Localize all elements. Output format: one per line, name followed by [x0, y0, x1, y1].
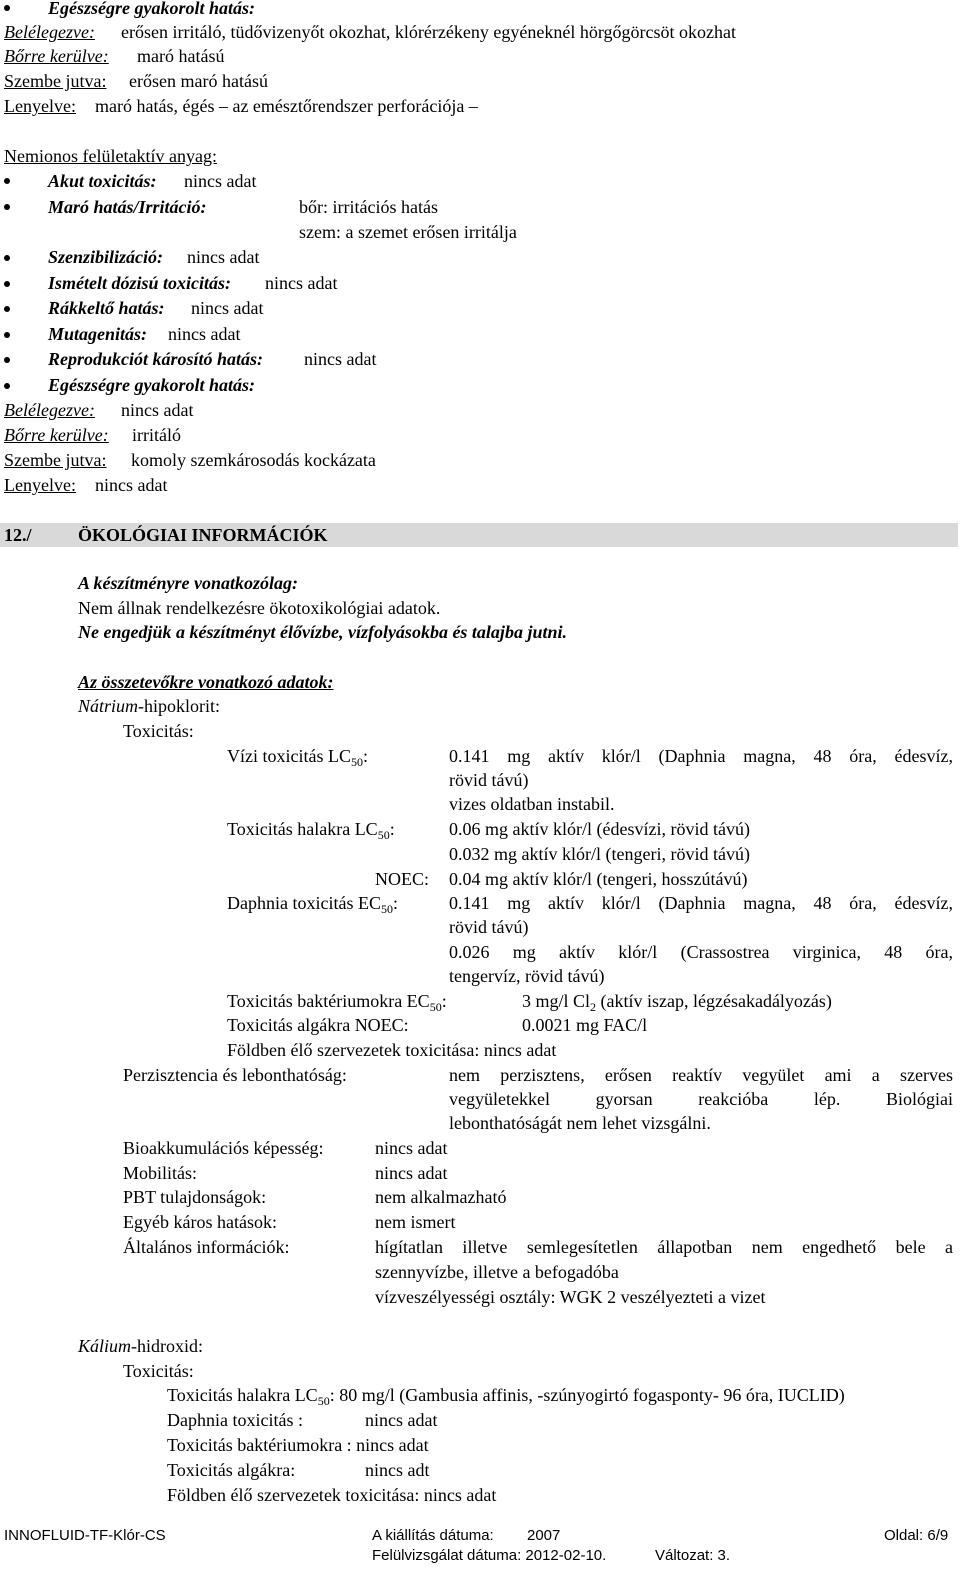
- water-tox-value-2: rövid távú): [449, 770, 529, 790]
- koh-algae-label: Toxicitás algákra:: [167, 1460, 296, 1480]
- koh-daphnia-label: Daphnia toxicitás :: [167, 1410, 303, 1430]
- koh-fish-tox: [167, 1384, 845, 1408]
- soil-tox-line: Földben élő szervezetek toxicitása: nincs adat: [227, 1040, 557, 1060]
- pbt-label: PBT tulajdonságok:: [123, 1187, 267, 1207]
- corrosive-skin: bőr: irritációs hatás: [299, 197, 438, 217]
- repro-value: nincs adat: [304, 349, 377, 369]
- repeat-label: Ismételt dózisú toxicitás:: [48, 273, 232, 293]
- corrosive-eye: szem: a szemet erősen irritálja: [299, 222, 517, 242]
- bact-tox-label: [227, 990, 447, 1014]
- bullet: [4, 383, 10, 389]
- naocl-name-italic: Nátrium: [78, 696, 139, 716]
- footer-product: INNOFLUID-TF-Klór-CS: [4, 1527, 166, 1544]
- other-effects-value: nem ismert: [375, 1212, 456, 1232]
- persist-value-3: lebonthatóságát nem lehet vizsgálni.: [449, 1113, 711, 1133]
- repro-label: Reprodukciót károsító hatás:: [48, 349, 264, 369]
- general-info-value-2: szennyvízbe, illetve a befogadóba: [375, 1262, 619, 1282]
- repeat-value: nincs adat: [265, 273, 338, 293]
- section-title: ÖKOLÓGIAI INFORMÁCIÓK: [78, 525, 328, 545]
- inhaled-value-2: nincs adat: [121, 400, 194, 420]
- general-info-value-1: hígítatlan illetve semlegesítetlen állapotban nem engedhető bele a: [375, 1237, 953, 1257]
- sens-value: nincs adat: [187, 247, 260, 267]
- bullet: [4, 178, 10, 184]
- product-line-2: Ne engedjük a készítményt élővízbe, vízfolyásokba és talajba jutni.: [78, 622, 567, 642]
- bullet: [4, 332, 10, 338]
- bact-tox-value-sub: 2: [590, 1000, 597, 1014]
- skin-value-2: irritáló: [132, 425, 181, 445]
- bact-tox-colon: :: [441, 991, 447, 1011]
- bullet: [4, 281, 10, 287]
- daphnia-tox-colon: :: [392, 893, 398, 913]
- koh-bact-line: Toxicitás baktériumokra : nincs adat: [167, 1435, 429, 1455]
- water-tox-sub: 50: [350, 755, 363, 769]
- footer-issue-value: 2007: [527, 1527, 561, 1544]
- bact-tox-value-post: (aktív iszap, légzésakadályozás): [596, 991, 832, 1011]
- bioacc-label: Bioakkumulációs képesség:: [123, 1138, 324, 1158]
- swallow-label: Lenyelve:: [4, 96, 76, 116]
- algae-tox-label: Toxicitás algákra NOEC:: [227, 1015, 409, 1035]
- eye-label-2: Szembe jutva:: [4, 450, 107, 470]
- acute-label: Akut toxicitás:: [48, 171, 157, 191]
- footer-review: Felülvizsgálat dátuma: 2012-02-10.: [372, 1547, 607, 1564]
- daphnia-tox-value-4: tengervíz, rövid távú): [449, 966, 605, 986]
- bioacc-value: nincs adat: [375, 1138, 448, 1158]
- bullet: [4, 357, 10, 363]
- daphnia-tox-value-3: 0.026 mg aktív klór/l (Crassostrea virginica, 48 óra,: [449, 942, 953, 962]
- inhaled-label: Belélegezve:: [4, 22, 95, 42]
- bact-tox-label-text: Toxicitás baktériumokra EC: [227, 991, 430, 1011]
- naocl-name: [78, 695, 220, 717]
- eye-value-2: komoly szemkárosodás kockázata: [131, 450, 376, 470]
- daphnia-tox-value-2: rövid távú): [449, 917, 529, 937]
- bullet: [4, 306, 10, 312]
- fish-tox-label: [227, 818, 395, 842]
- persist-value-1: nem perzisztens, erősen reaktív vegyület ami a szerves: [449, 1065, 953, 1085]
- bact-tox-value: [522, 990, 832, 1014]
- bullet: [4, 204, 10, 210]
- fish-tox-label-text: Toxicitás halakra LC: [227, 819, 378, 839]
- footer-version: Változat: 3.: [655, 1547, 731, 1564]
- koh-tox-label: Toxicitás:: [123, 1361, 194, 1381]
- daphnia-tox-label-text: Daphnia toxicitás EC: [227, 893, 381, 913]
- fish-tox-sub: 50: [377, 828, 390, 842]
- water-tox-colon: :: [362, 746, 368, 766]
- persist-label: Perzisztencia és lebonthatóság:: [123, 1065, 347, 1085]
- product-heading: A készítményre vonatkozólag:: [78, 573, 298, 593]
- fish-tox-value-2: 0.032 mg aktív klór/l (tengeri, rövid távú): [449, 844, 750, 864]
- swallow-value-2: nincs adat: [95, 475, 168, 495]
- skin-label-2: Bőrre kerülve:: [4, 425, 109, 445]
- eye-label: Szembe jutva:: [4, 71, 107, 91]
- carc-label: Rákkeltő hatás:: [48, 298, 165, 318]
- muta-value: nincs adat: [168, 324, 241, 344]
- corrosive-label: Maró hatás/Irritáció:: [48, 197, 207, 217]
- koh-fish-tox-pre: Toxicitás halakra LC: [167, 1385, 318, 1405]
- bullet: [4, 255, 10, 261]
- swallow-label-2: Lenyelve:: [4, 475, 76, 495]
- fish-tox-value-1: 0.06 mg aktív klór/l (édesvízi, rövid távú): [449, 819, 750, 839]
- persist-value-2: vegyületekkel gyorsan reakcióba lép. Biológiai: [449, 1089, 953, 1109]
- components-heading: Az összetevőkre vonatkozó adatok:: [78, 672, 334, 692]
- product-line-1: Nem állnak rendelkezésre ökotoxikológiai adatok.: [78, 598, 441, 618]
- koh-fish-tox-post: : 80 mg/l (Gambusia affinis, -szúnyogirtó fogasponty- 96 óra, IUCLID): [329, 1385, 845, 1405]
- general-info-value-3: vízveszélyességi osztály: WGK 2 veszélyezteti a vizet: [375, 1287, 766, 1307]
- koh-name: [78, 1335, 203, 1357]
- mobility-label: Mobilitás:: [123, 1163, 198, 1183]
- bact-tox-sub: 50: [429, 1000, 442, 1014]
- other-effects-label: Egyéb káros hatások:: [123, 1212, 277, 1232]
- swallow-value: maró hatás, égés – az emésztőrendszer perforációja –: [95, 96, 478, 116]
- water-tox-label: [227, 745, 368, 769]
- general-info-label: Általános információk:: [123, 1237, 290, 1257]
- skin-value: maró hatású: [137, 46, 225, 66]
- section-number: 12./: [4, 525, 32, 545]
- footer-page: Oldal: 6/9: [884, 1527, 949, 1544]
- eye-value: erősen maró hatású: [129, 71, 268, 91]
- bullet: [4, 5, 10, 11]
- pbt-value: nem alkalmazható: [375, 1187, 507, 1207]
- koh-name-italic: Kálium: [78, 1336, 132, 1356]
- algae-tox-value: 0.0021 mg FAC/l: [522, 1015, 648, 1035]
- koh-name-rest: -hidroxid:: [131, 1336, 204, 1356]
- carc-value: nincs adat: [191, 298, 264, 318]
- skin-label: Bőrre kerülve:: [4, 46, 109, 66]
- daphnia-tox-label: [227, 892, 398, 916]
- noec-label: NOEC:: [375, 869, 429, 889]
- inhaled-value: erősen irritáló, tüdővizenyőt okozhat, klórérzékeny egyéneknél hörgőgörcsöt okozhat: [121, 22, 736, 42]
- naocl-tox-label: Toxicitás:: [123, 721, 194, 741]
- nonionic-title: Nemionos felületaktív anyag:: [4, 146, 217, 166]
- naocl-name-rest: -hipoklorit:: [138, 696, 221, 716]
- acute-value: nincs adat: [184, 171, 257, 191]
- mobility-value: nincs adat: [375, 1163, 448, 1183]
- health-title: Egészségre gyakorolt hatás:: [48, 0, 255, 18]
- koh-fish-tox-sub: 50: [317, 1394, 330, 1408]
- inhaled-label-2: Belélegezve:: [4, 400, 95, 420]
- water-tox-value-1: 0.141 mg aktív klór/l (Daphnia magna, 48 óra, édesvíz,: [449, 746, 953, 766]
- noec-value: 0.04 mg aktív klór/l (tengeri, hosszútávú): [449, 869, 748, 889]
- daphnia-tox-sub: 50: [380, 902, 393, 916]
- footer-issue-label: A kiállítás dátuma:: [372, 1527, 494, 1544]
- daphnia-tox-value-1: 0.141 mg aktív klór/l (Daphnia magna, 48 óra, édesvíz,: [449, 893, 953, 913]
- bact-tox-value-pre: 3 mg/l Cl: [522, 991, 591, 1011]
- muta-label: Mutagenitás:: [48, 324, 148, 344]
- water-tox-label-text: Vízi toxicitás LC: [227, 746, 351, 766]
- koh-daphnia-value: nincs adat: [365, 1410, 438, 1430]
- sens-label: Szenzibilizáció:: [48, 247, 164, 267]
- koh-soil-line: Földben élő szervezetek toxicitása: nincs adat: [167, 1485, 497, 1505]
- water-tox-value-3: vizes oldatban instabil.: [449, 794, 615, 814]
- health-label: Egészségre gyakorolt hatás:: [48, 375, 255, 395]
- koh-algae-value: nincs adt: [365, 1460, 430, 1480]
- fish-tox-colon: :: [389, 819, 395, 839]
